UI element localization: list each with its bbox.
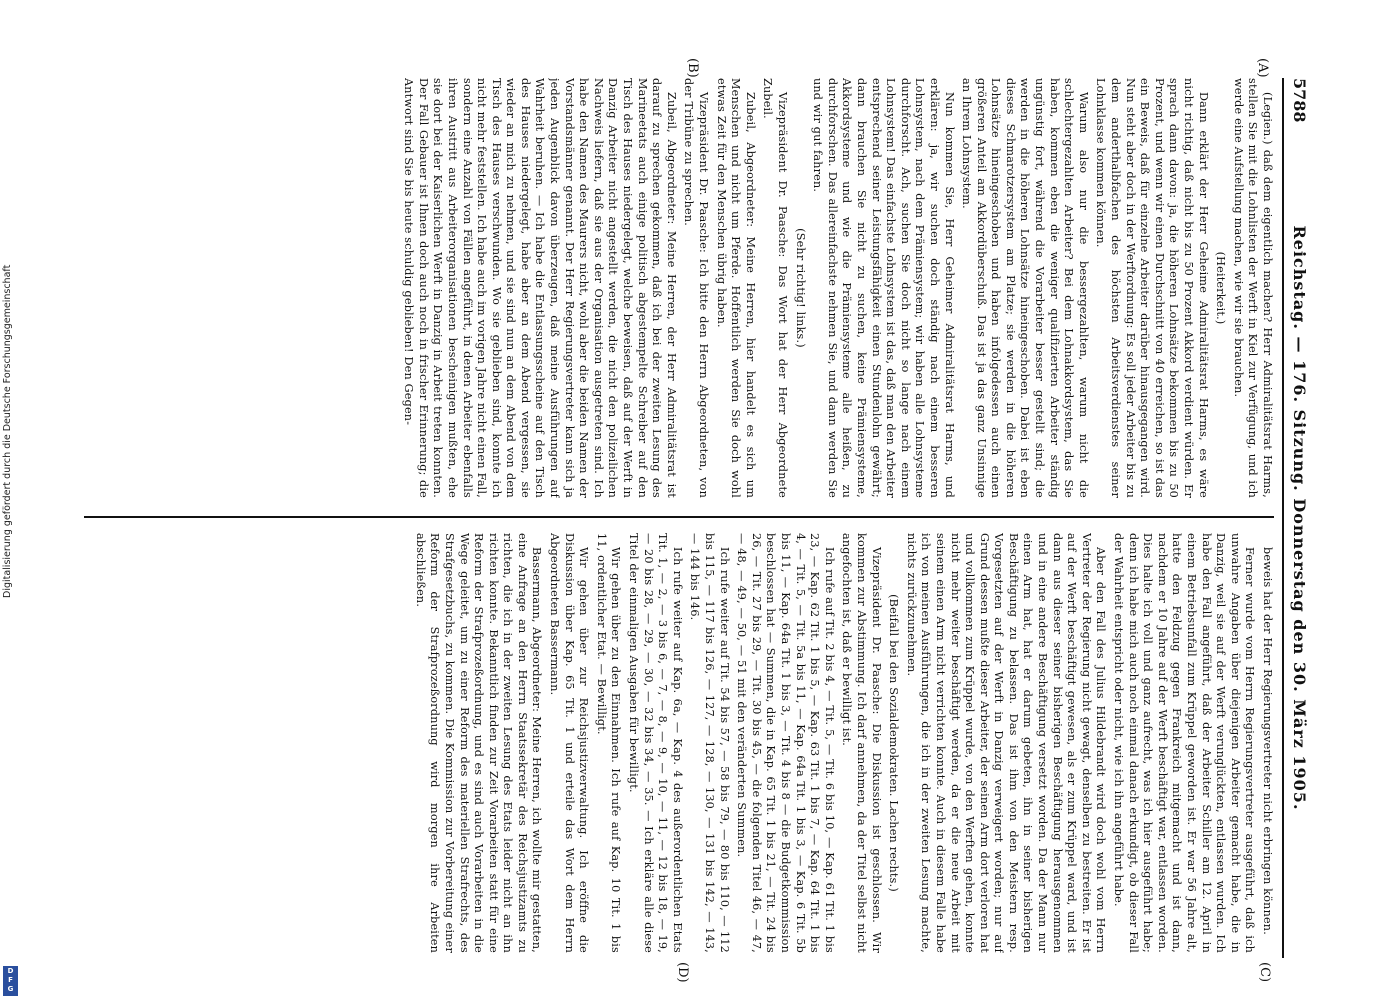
- page-title: Reichstag. — 176. Sitzung. Donnerstag den 30. März 1905.: [1290, 225, 1310, 811]
- paragraph: Zubeil, Abgeordneter: Meine Herren, der Herr Admiralitätsrat ist darauf zu sprechen gekommen, daß ich bei der zweiten Lesung des Marineetats auch einige politisch abgestempelte Schreiber auf den Tisch des Hauses niedergelegt, welche beweisen, daß auf der Werft in Danzig Arbeiter nicht angestellt werden, die nicht den polizeilichen Nachweis liefern, daß sie aus der Organisation ausgetreten sind. Ich habe den Namen des Maurers nicht, wohl aber die beiden Namen der Vorstandsmänner genannt. Der Herr Regierungsvertreter kann sich ja jeden Augenblick davon überzeugen, daß meine Ausführungen auf Wahrheit beruhen. — Ich habe die Entlassungsscheine auf den Tisch des Hauses niedergelegt, habe aber an dem Abend vergessen, sie wieder an mich zu nehmen, und sie sind nun an dem Abend von dem Tisch des Hauses verschwunden. Wo sie geblieben sind, konnte ich nicht mehr feststellen. Ich habe auch im vorigen Jahre nicht einen Fall, sondern eine Anzahl von Fällen angeführt, in denen Arbeiter ebenfalls ihren Austritt aus Arbeiterorganisationen bescheinigen mußten, ehe sie dort bei der Kaiserlichen Werft in Danzig in Arbeit treten konnten. Der Fall Gebauer ist Ihnen doch auch noch in frischer Erinnerung; die Antwort sind Sie bis heute schuldig geblieben! Den Gegen-: [402, 78, 678, 498]
- paragraph: Ferner wurde vom Herrn Regierungsvertreter ausgeführt, daß ich unwahre Angaben über diejenigen Arbeiter gemacht habe, die in Danzig, weil sie auf der Werft verunglückten, entlassen wurden. Ich habe den Fall angeführt, daß der Arbeiter Schiller am 12. April in einem Betriebsunfall zum Krüppel geworden ist. Er war 56 Jahre alt, hatte den Feldzug gegen Frankreich mitgemacht und ist dann, nachdem er 10 Jahre auf der Werft beschäftigt war, entlassen worden. Dies halte ich voll und ganz aufrecht, was ich hier ausgeführt habe; denn ich habe mich auch noch einmal danach erkundigt, ob dieser Fall der Wahrheit entspricht oder nicht, wie ich ihn angeführt habe.: [1112, 533, 1257, 953]
- paragraph: (Legien.) daß dem eigentlich machen? Herr Admiralitätsrat Harms, stellen Sie mit die Lohnlisten der Werft in Kiel zur Verfügung, und ich werde eine Aufstellung machen, wie wir sie brauchen.: [1231, 78, 1274, 498]
- margin-marker-b: (B): [685, 58, 700, 78]
- paragraph: Ich rufe weiter auf Tit. 54 bis 57, — 58 bis 79, — 80 bis 110, — 112 bis 115, — 117 bis 126, — 127, — 128, — 130, — 131 bis 142, — 143, — 144 bis 146.: [688, 533, 731, 953]
- paragraph: beweis hat der Herr Regierungsvertreter nicht erbringen können.: [1261, 547, 1274, 935]
- paragraph: Ich rufe auf Tit. 2 bis 4, — Tit. 5, — Tit. 6 bis 10, — Kap. 61 Tit. 1 bis 23, — Kap. 62 Tit. 1 bis 5, — Kap. 63 Tit. 1 bis 7, — Kap. 64 Tit. 1 bis 4, — Tit. 5, — Tit. 5a bis 11, — Kap. 64a Tit. 1 bis 3, — Kap. 6 Tit. 5b bis 11, — Kap. 64a Tit. 1 bis 3, — Tit. 4 bis 8 — die Budgetkommission beschlossen hat — Summen, die in Kap. 65 Tit. 1 bis 21, — Tit. 24 bis 26, — Tit. 27 bis 29, — Tit. 30 bis 45, — die folgenden Titel 46, — 47, — 48, — 49, — 50, — 51 mit den veränderten Summen.: [735, 533, 836, 953]
- paragraph: Wir gehen über zu den Einnahmen. Ich rufe auf Kap. 10 Tit. 1 bis 11, ordentlicher Etat. — Bewilligt.: [594, 533, 623, 953]
- column-divider: [84, 516, 1274, 518]
- stage-direction: (Sehr richtig! links.): [793, 228, 807, 348]
- margin-marker-a: (A): [1255, 58, 1270, 78]
- paragraph: Wir gehen über zur Reichsjustizverwaltung. Ich eröffne die Diskussion über Kap. 65 Tit. 1 und erteile das Wort dem Herrn Abgeordneten Bassermann.: [548, 533, 591, 953]
- paragraph: Bassermann, Abgeordneter: Meine Herren, ich wollte mir gestatten, eine Anfrage an den Herrn Staatssekretär des Reichsjustizamts zu richten, die ich in der zweiten Lesung des Etats leider nicht an ihn richten konnte. Bekanntlich finden zur Zeit Vorarbeiten statt für eine Reform der Strafprozeßordnung, und es sind auch Vorarbeiten in die Wege geleitet, um zu einer Reform des materiellen Strafrechts, des Strafgesetzbuchs, zu kommen. Die Kommission zur Vorbereitung einer Reform der Strafprozeßordnung wird morgen ihre Arbeiten abschließen.: [413, 533, 544, 953]
- page-number: 5788: [1290, 78, 1310, 123]
- digitization-credit: Digitalisierung gefördert durch die Deutsche Forschungsgemeinschaft: [2, 264, 13, 598]
- page-header: [1280, 78, 1320, 958]
- paragraph: Nun kommen Sie, Herr Geheimer Admiralitätsrat Harms, und erklären: ja, wir suchen doch ständig nach einem besseren Lohnsystem, nach dem Prämiensystem; wir haben alle Lohnsysteme durchforscht. Ach, suchen Sie doch nicht so lange nach einem Lohnsystem! Das einfachste Lohnsystem ist das, daß man den Arbeiter entsprechend seiner Leistungsfähigkeit einen Stundenlohn gewährt; dann brauchen Sie nicht zu suchen, keine Prämiensysteme, Akkordsysteme und wie die Prämiensysteme alle heißen, zu durchforschen. Das allereinfachste nehmen Sie, und dann werden Sie und wir gut fahren.: [811, 78, 956, 498]
- stage-direction: (Heiterkeit.): [1214, 251, 1228, 325]
- right-column: [84, 533, 1274, 953]
- margin-marker-c: (C): [1257, 962, 1272, 983]
- paragraph: Vizepräsident Dr. Paasche: Das Wort hat der Herr Abgeordnete Zubeil.: [761, 78, 789, 498]
- logo-letter: D: [7, 967, 14, 975]
- dfg-logo: [3, 966, 18, 996]
- paragraph: Dann erklärt der Herr Geheime Admiralitätsrat Harms, es wäre nicht richtig, daß nicht bis zu 50 Prozent Akkord verdient würden. Er sprach dann davon: ja, die höheren Lohnsätze bekommen bis zu 50 Prozent, und wenn wir einen Durchschnitt von 40 erreichen, so ist das ein Beweis, daß für einzelne Arbeiter darüber hinausgegangen wird. Nun steht aber doch in der Werftordnung: Es soll jeder Arbeiter bis zu dem anderthalbfachen des höchsten Arbeitsverdienstes seiner Lohnklasse kommen können.: [1094, 78, 1210, 498]
- paragraph: Aber den Fall des Julius Hildebrandt wird doch wohl vom Herrn Vertreter der Regierung nicht gewagt, denselben zu bestreiten. Er ist auf der Werft beschäftigt gewesen, als er zum Krüppel ward, und ist dann aus dieser seiner bisherigen Beschäftigung herausgenommen und in eine andere Beschäftigung versetzt worden. Da der Mann nur einen Arm hat, hat er darum gebeten, ihn in seiner bisherigen Beschäftigung zu belassen. Das ist ihm von den Meistern resp. Vorgesetzten auf der Werft in Danzig verweigert worden; nur auf Grund dessen mußte dieser Arbeiter, der seinen Arm dort verloren hat und vollkommen zum Krüppel wurde, von den Werften gehen, konnte nicht mehr weiter beschäftigt werden, da er die neue Arbeit mit seinem einen Arm nicht verrichten konnte. Auch in diesem Falle habe ich von meinen Ausführungen, die ich in der zweiten Lesung machte, nichts zurückzunehmen.: [904, 533, 1108, 953]
- header-rule: [1282, 78, 1284, 958]
- paragraph: Zubeil, Abgeordneter: Meine Herren, hier handelt es sich um Menschen und nicht um Pferde. Hoffentlich werden Sie doch wohl etwas Zeit für den Menschen übrig haben.: [714, 78, 757, 498]
- paragraph: Vizepräsident Dr. Paasche: Ich bitte den Herrn Abgeordneten, von der Tribüne zu sprechen.: [682, 78, 711, 498]
- paragraph: Warum also nur die bessergezahlten, warum nicht die schlechtergezahlten Arbeiter? Bei dem Lohnakkordsystem, das Sie haben, kommen eben die weniger qualifizierten Arbeiter ständig ungünstig fort, während die Vorarbeiter besser gestellt sind; die werden in die höheren Lohnsätze hineingeschoben. Dabei ist eben dieses Schmarotzersystem am Platze; sie werden in die höheren Lohnsätze hineingeschoben und haben infolgedessen auch einen größeren Anteil am Akkordüberschuß. Das ist ja das ganz Unsinnige an Ihrem Lohnsystem.: [960, 78, 1090, 498]
- logo-letter: G: [7, 985, 14, 993]
- margin-marker-d: (D): [675, 962, 690, 983]
- newspaper-page: [80, 58, 1320, 983]
- left-column: [84, 78, 1274, 498]
- stage-direction: (Beifall bei den Sozialdemokraten. Lachen rechts.): [887, 594, 901, 892]
- paragraph: Ich rufe weiter auf Kap. 6a, — Kap. 4 des außerordentlichen Etats Tit. 1, — 2, — 3 bis 6, — 7, — 8, — 9, — 10, — 11, — 12 bis 18, — 19, — 20 bis 28, — 29, — 30, — 32 bis 34, — 35. — Ich erkläre alle diese Titel der einmaligen Ausgaben für bewilligt.: [627, 533, 684, 953]
- logo-letter: F: [8, 976, 13, 984]
- paragraph: Vizepräsident Dr. Paasche: Die Diskussion ist geschlossen. Wir kommen zur Abstimmung. Ich darf annehmen, da der Titel selbst nicht angefochten ist, daß er bewilligt ist.: [840, 533, 883, 953]
